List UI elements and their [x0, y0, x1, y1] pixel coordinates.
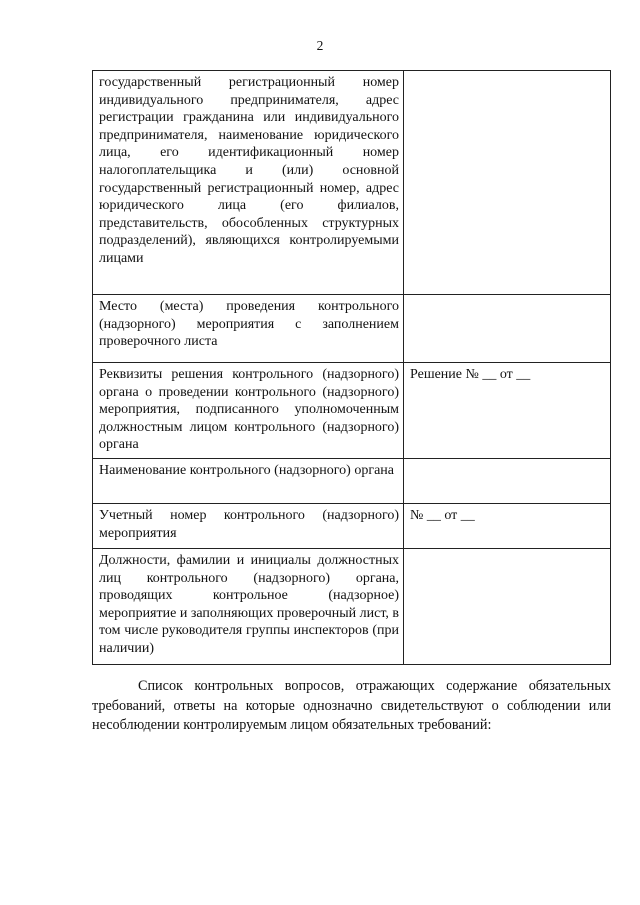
table-row: [93, 295, 611, 363]
row-value-decision-requisites: Решение № __ от __: [404, 363, 611, 459]
row-value-registration-details: [404, 71, 611, 295]
row-value-officials: [404, 549, 611, 665]
row-value-authority-name: [404, 459, 611, 504]
row-value-registration-number: № __ от __: [404, 504, 611, 549]
row-label-inspection-place: Место (места) проведения контрольного (надзорного) мероприятия с заполнением проверочного листа: [93, 295, 404, 363]
row-label-officials: Должности, фамилии и инициалы должностных лиц контрольного (надзорного) органа, проводящих контрольное (надзорное) мероприятие и заполняющих проверочный лист, в том числе руководителя группы инспекторов (при наличии): [93, 549, 404, 665]
row-label-registration-details: государственный регистрационный номер индивидуального предпринимателя, адрес регистрации гражданина или индивидуального предпринимателя, наименование юридического лица, его идентификационный номер налогоплательщика и (или) основной государственный регистрационный номер, адрес юридического лица (его филиалов, представительств, обособленных структурных подразделений), являющихся контролируемыми лицами: [93, 71, 404, 295]
inspection-details-table: [92, 70, 611, 665]
row-value-inspection-place: [404, 295, 611, 363]
table-row: [93, 459, 611, 504]
row-label-authority-name: Наименование контрольного (надзорного) органа: [93, 459, 404, 504]
checklist-intro-paragraph: Список контрольных вопросов, отражающих содержание обязательных требований, ответы на которые однозначно свидетельствуют о соблюдении или несоблюдении контролируемым лицом обязательных требований:: [92, 678, 611, 733]
page-number: 2: [316, 38, 324, 53]
row-label-decision-requisites: Реквизиты решения контрольного (надзорного) органа о проведении контрольного (надзорного) мероприятия, подписанного уполномоченным должностным лицом контрольного (надзорного) органа: [93, 363, 404, 459]
table-row: [93, 504, 611, 549]
table-row: [93, 71, 611, 295]
table-row: [93, 549, 611, 665]
table-row: [93, 363, 611, 459]
row-label-registration-number: Учетный номер контрольного (надзорного) мероприятия: [93, 504, 404, 549]
